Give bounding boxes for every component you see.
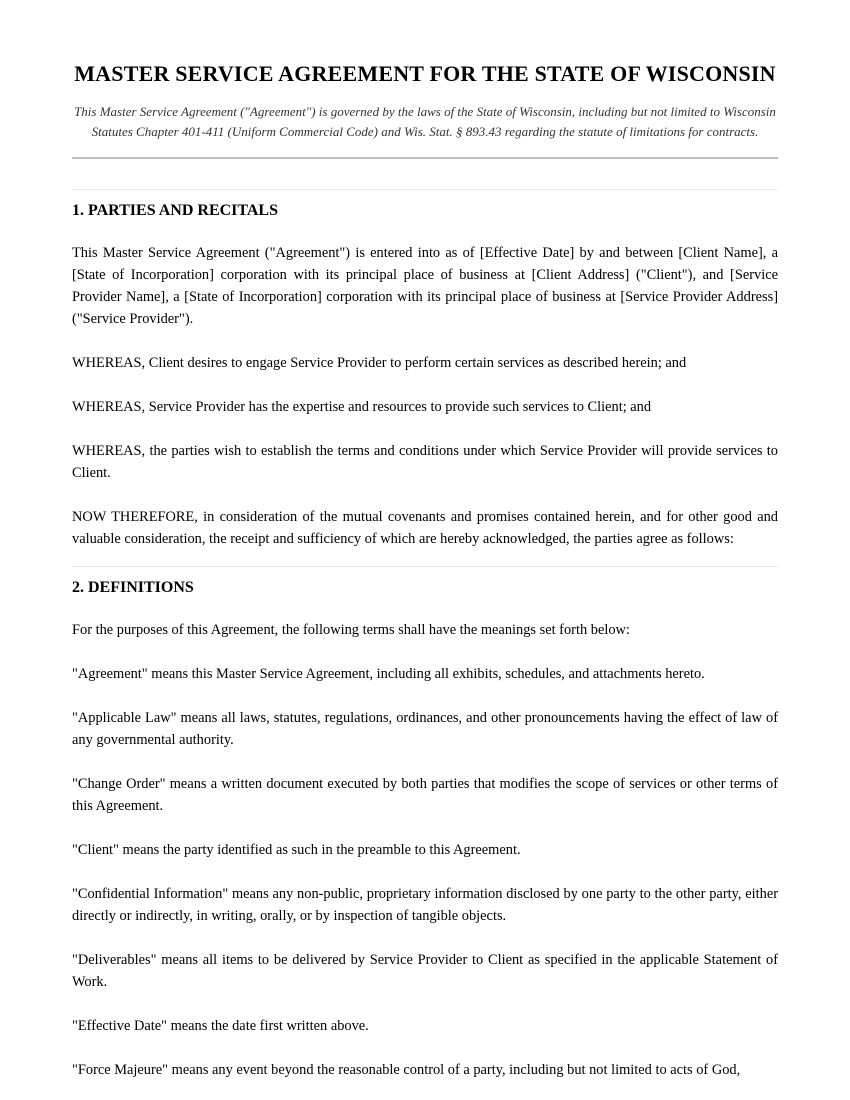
paragraph-whereas-provider: WHEREAS, Service Provider has the expertise and resources to provide such services to Client; and — [72, 399, 652, 416]
paragraph-whereas-client: WHEREAS, Client desires to engage Service Provider to perform certain services as described herein; and — [72, 355, 687, 372]
section-heading-parties-and-recitals: 1. PARTIES AND RECITALS — [72, 189, 778, 220]
preamble-divider — [72, 157, 778, 159]
paragraph-now-therefore: NOW THEREFORE, in consideration of the mutual covenants and promises contained herein, and for other good and valuable consideration, the receipt and sufficiency of which are hereby acknowledged, the parties agree as follows: — [72, 509, 778, 548]
definition-confidential-information: "Confidential Information" means any non-public, proprietary information disclosed by one party to the other party, either directly or indirectly, in writing, orally, or by inspection of tangible objects. — [72, 886, 778, 925]
definition-force-majeure: "Force Majeure" means any event beyond the reasonable control of a party, including but not limited to acts of God, — [72, 1062, 741, 1079]
definition-applicable-law: "Applicable Law" means all laws, statutes, regulations, ordinances, and other pronouncements having the effect of law of any governmental authority. — [72, 710, 778, 749]
document-title: MASTER SERVICE AGREEMENT FOR THE STATE OF WISCONSIN — [74, 61, 776, 86]
paragraph-parties-intro: This Master Service Agreement ("Agreement") is entered into as of [Effective Date] by and between [Client Name], a [State of Incorporation] corporation with its principal place of business at [Client Address] ("Client"), and [Service Provider Name], a [State of Incorporation] corporation with its principal place of business at [Service Provider Address] ("Service Provider"). — [72, 245, 778, 328]
definition-deliverables: "Deliverables" means all items to be delivered by Service Provider to Client as specified in the applicable Statement of Work. — [72, 952, 778, 991]
paragraph-whereas-parties: WHEREAS, the parties wish to establish the terms and conditions under which Service Provider will provide services to Client. — [72, 443, 778, 482]
definition-change-order: "Change Order" means a written document executed by both parties that modifies the scope of services or other terms of this Agreement. — [72, 776, 778, 815]
definition-effective-date: "Effective Date" means the date first written above. — [72, 1018, 369, 1035]
section-heading-definitions: 2. DEFINITIONS — [72, 566, 778, 597]
governing-law-preamble: This Master Service Agreement ("Agreement") is governed by the laws of the State of Wisconsin, including but not limited to Wisconsin Statutes Chapter 401-411 (Uniform Commercial Code) and Wis. Stat. § 893.43 regarding the statute of limitations for contracts. — [74, 104, 776, 140]
definition-client: "Client" means the party identified as such in the preamble to this Agreement. — [72, 842, 521, 859]
paragraph-definitions-intro: For the purposes of this Agreement, the following terms shall have the meanings set forth below: — [72, 622, 630, 639]
definition-agreement: "Agreement" means this Master Service Agreement, including all exhibits, schedules, and attachments hereto. — [72, 666, 705, 683]
